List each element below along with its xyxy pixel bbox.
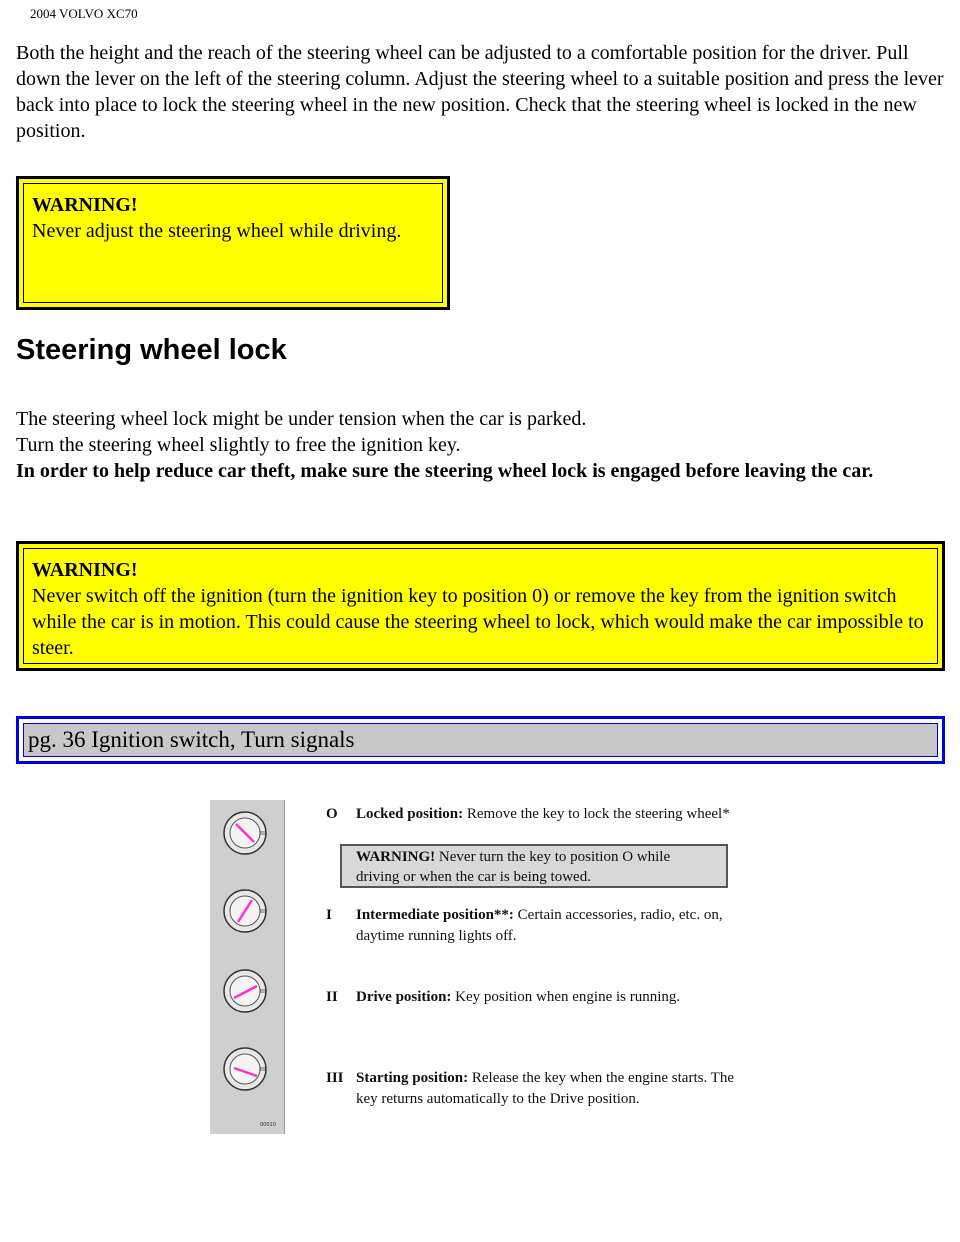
position-title: Intermediate position**: [356,907,514,923]
svg-text:III: III [260,909,266,915]
figure-warning-text: Never turn the key to position O while driving or when the car is being towed. [356,849,671,885]
position-text: Certain accessories, radio, etc. on, daytime running lights off. [356,907,723,944]
position-number: II [326,989,338,1005]
document-header: 2004 VOLVO XC70 [30,6,138,21]
warning-box-adjust [16,176,450,310]
ignition-dial-icon [220,966,270,1016]
warning-box-inner [23,183,443,303]
position-description [356,905,736,947]
position-description [356,804,736,825]
ignition-positions-figure [210,800,735,1136]
page-link-label[interactable]: pg. 36 Ignition switch, Turn signals [23,723,938,757]
position-title: Locked position: [356,806,464,822]
warning-title: WARNING! [32,559,138,581]
position-text: Remove the key to lock the steering wheel* [466,806,730,822]
figure-code: 00010 [260,1122,276,1128]
warning-box-inner [23,548,938,664]
steering-lock-paragraph [16,406,946,484]
svg-text:III: III [260,1067,266,1073]
position-description [356,1068,736,1110]
position-title: Starting position: [356,1070,469,1086]
figure-warning-title: WARNING! [356,849,436,865]
position-text: Release the key when the engine starts. The key returns automatically to the Drive position. [356,1070,734,1107]
warning-text: Never switch off the ignition (turn the ignition key to position 0) or remove the key from the ignition switch while the car is in motion. This could cause the steering wheel to lock, which would make the car impossible to steer. [32,585,924,659]
svg-text:III: III [260,989,266,995]
warning-title: WARNING! [32,194,138,216]
lock-line-2: Turn the steering wheel slightly to free the ignition key. [16,434,461,456]
position-number: I [326,907,332,923]
warning-text: Never adjust the steering wheel while driving. [32,220,402,242]
position-description [356,987,736,1008]
ignition-dial-icon [220,886,270,936]
position-text: Key position when engine is running. [455,989,681,1005]
lock-bold-note: In order to help reduce car theft, make sure the steering wheel lock is engaged before leaving the car. [16,460,874,482]
key-positions-strip [210,800,285,1134]
warning-box-ignition [16,541,945,671]
figure-warning-box [340,844,728,888]
position-number: O [326,806,338,822]
section-title: Steering wheel lock [16,334,287,366]
ignition-dial-icon [220,808,270,858]
position-number: III [326,1070,344,1086]
intro-paragraph: Both the height and the reach of the steering wheel can be adjusted to a comfortable position for the driver. Pull down the lever on the left of the steering column. Adjust the steering wheel to a suitable position and press the lever back into place to lock the steering wheel in the new position. Check that the steering wheel is locked in the new position. [16,42,944,142]
svg-text:III: III [260,831,266,837]
ignition-dial-icon [220,1044,270,1094]
position-title: Drive position: [356,989,452,1005]
page-link-bar[interactable] [16,716,945,764]
lock-line-1: The steering wheel lock might be under tension when the car is parked. [16,408,587,430]
